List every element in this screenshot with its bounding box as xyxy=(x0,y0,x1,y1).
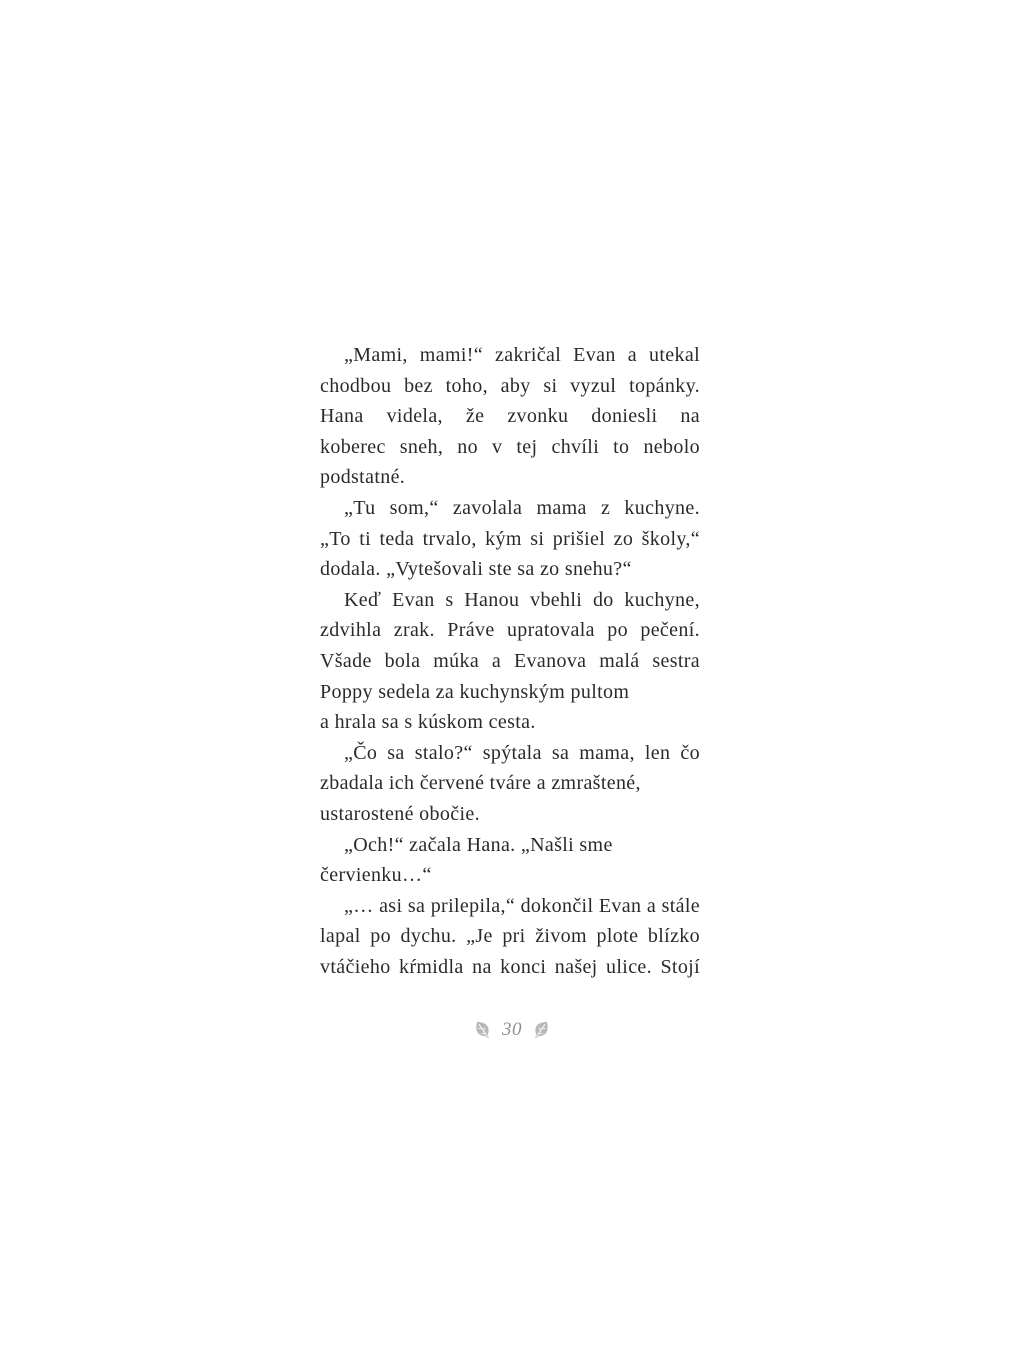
text-line: „To ti teda trvalo, kým si prišiel zo školy,“ xyxy=(320,527,700,550)
text-line: „Čo sa stalo?“ spýtala sa mama, len čo xyxy=(344,741,700,764)
text-line: „Och!“ začala Hana. „Našli sme xyxy=(344,833,613,856)
body-text xyxy=(320,340,700,982)
text-line: „Tu som,“ zavolala mama z kuchyne. xyxy=(344,496,700,519)
text-line: Všade bola múka a Evanova malá sestra xyxy=(320,649,700,672)
text-line: vtáčieho kŕmidla na konci našej ulice. Stojí xyxy=(320,955,700,978)
text-line: zdvihla zrak. Práve upratovala po pečení. xyxy=(320,619,700,642)
text-line: a hrala sa s kúskom cesta. xyxy=(320,711,536,734)
text-line: chodbou bez toho, aby si vyzul topánky. xyxy=(320,374,700,397)
text-line: zbadala ich červené tváre a zmraštené, xyxy=(320,772,641,795)
text-line: koberec sneh, no v tej chvíli to nebolo xyxy=(320,435,700,458)
text-line: Keď Evan s Hanou vbehli do kuchyne, xyxy=(344,588,700,611)
leaf-icon xyxy=(472,1019,494,1041)
text-line: lapal po dychu. „Je pri živom plote blízko xyxy=(320,925,700,948)
text-line: dodala. „Vytešovali ste sa zo snehu?“ xyxy=(320,558,632,581)
page-number: 30 xyxy=(502,1019,522,1040)
text-line: „… asi sa prilepila,“ dokončil Evan a stále xyxy=(344,894,700,917)
text-line: ustarostené obočie. xyxy=(320,802,480,825)
text-line: „Mami, mami!“ zakričal Evan a utekal xyxy=(344,344,700,366)
page-footer xyxy=(0,1014,1024,1046)
text-line: Hana videla, že zvonku doniesli na xyxy=(320,405,700,428)
text-line: Poppy sedela za kuchynským pultom xyxy=(320,680,630,703)
text-line: podstatné. xyxy=(320,466,406,489)
leaf-icon xyxy=(530,1019,552,1041)
text-line: červienku…“ xyxy=(320,864,432,887)
